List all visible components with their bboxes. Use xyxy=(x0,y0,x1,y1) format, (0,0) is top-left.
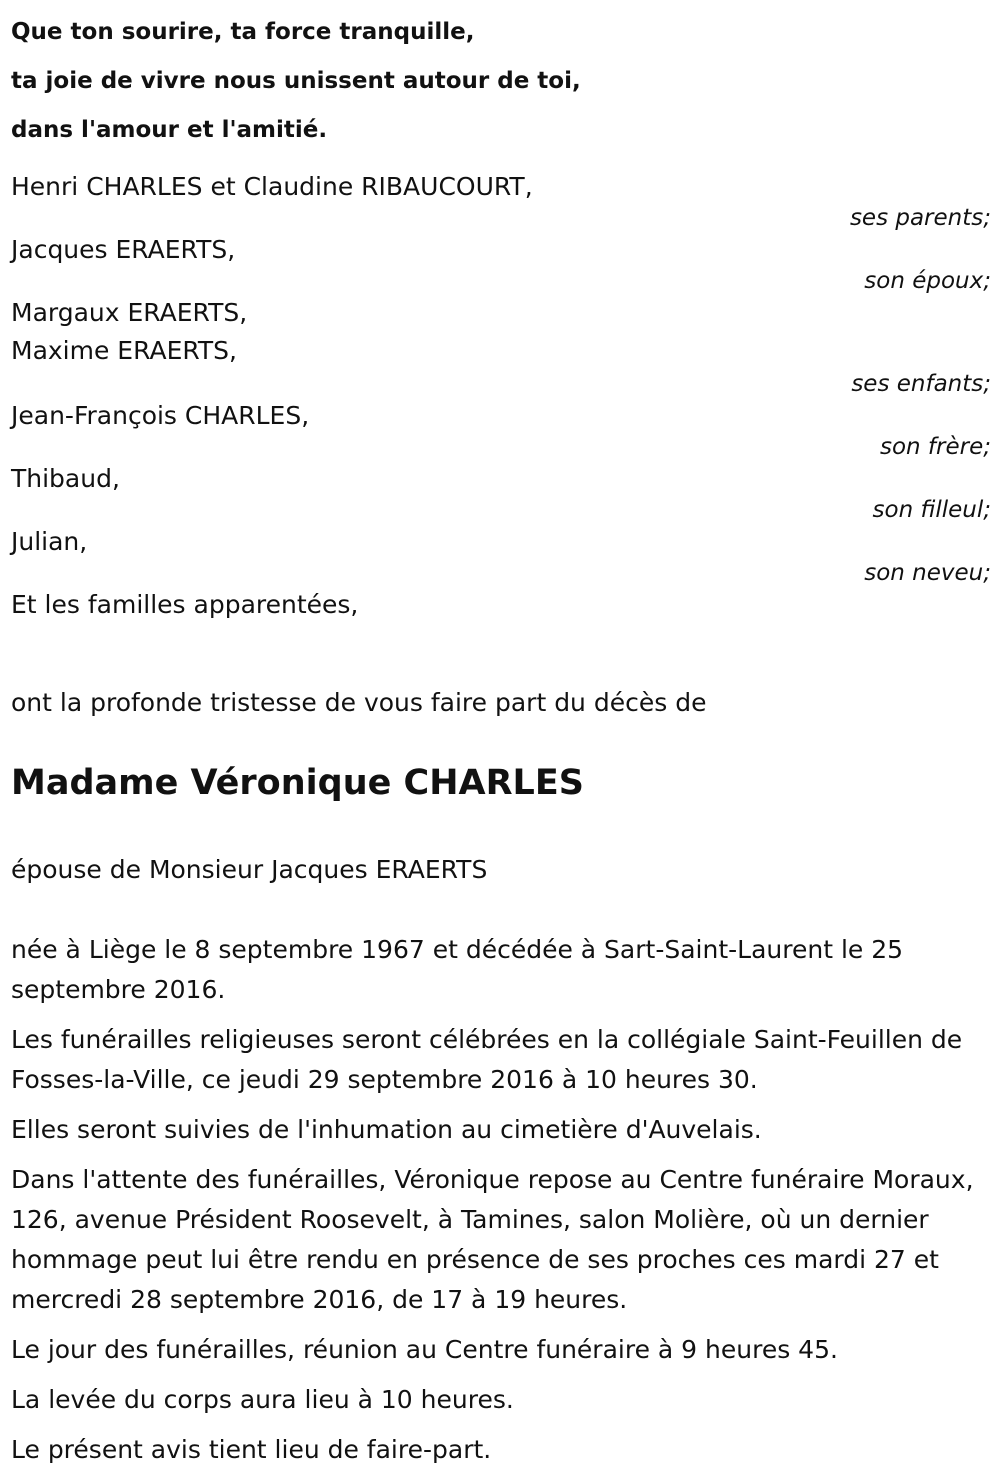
poem-line: ta joie de vivre nous unissent autour de toi, xyxy=(11,68,581,94)
family-role: ses enfants; xyxy=(851,371,991,397)
family-role: ses parents; xyxy=(849,205,991,231)
obituary-notice xyxy=(11,0,991,1464)
deceased-name: Madame Véronique CHARLES xyxy=(11,763,584,803)
family-entry-nephew xyxy=(11,528,991,591)
other-families: Et les familles apparentées, xyxy=(11,590,359,619)
details-section xyxy=(11,930,1000,1480)
family-entry-godson xyxy=(11,465,991,528)
poem-line: Que ton sourire, ta force tranquille, xyxy=(11,19,475,45)
family-entry-spouse xyxy=(11,236,991,299)
spouse-line: épouse de Monsieur Jacques ERAERTS xyxy=(11,855,488,884)
detail-paragraph: Dans l'attente des funérailles, Véronique repose au Centre funéraire Moraux, 126, avenue Président Roosevelt, à Tamines, salon Molière, où un dernier hommage peut lui être rendu en présence de ses proches ces mardi 27 et mercredi 28 septembre 2016, de 17 à 19 heures. xyxy=(11,1165,974,1314)
family-entry-parents xyxy=(11,173,991,236)
family-name: Maxime ERAERTS, xyxy=(11,336,238,365)
family-role: son filleul; xyxy=(872,497,991,523)
announcement-intro: ont la profonde tristesse de vous faire part du décès de xyxy=(11,688,707,717)
detail-paragraph: Le jour des funérailles, réunion au Centre funéraire à 9 heures 45. xyxy=(11,1335,838,1364)
detail-paragraph: Le présent avis tient lieu de faire-part. xyxy=(11,1435,492,1464)
poem-line: dans l'amour et l'amitié. xyxy=(11,117,328,143)
family-role: son époux; xyxy=(864,268,991,294)
family-name: Julian, xyxy=(11,527,88,556)
family-role: son neveu; xyxy=(864,560,991,586)
family-name: Jean-François CHARLES, xyxy=(11,401,310,430)
family-entry-children xyxy=(11,299,991,402)
family-name: Henri CHARLES et Claudine RIBAUCOURT, xyxy=(11,172,533,201)
family-role: son frère; xyxy=(879,434,991,460)
detail-paragraph: née à Liège le 8 septembre 1967 et décédée à Sart-Saint-Laurent le 25 septembre 2016. xyxy=(11,935,904,1004)
detail-paragraph: La levée du corps aura lieu à 10 heures. xyxy=(11,1385,514,1414)
family-name: Jacques ERAERTS, xyxy=(11,235,236,264)
family-entry-brother xyxy=(11,402,991,465)
family-name: Margaux ERAERTS, xyxy=(11,298,248,327)
family-name: Thibaud, xyxy=(11,464,120,493)
detail-paragraph: Les funérailles religieuses seront célébrées en la collégiale Saint-Feuillen de Fosses-la-Ville, ce jeudi 29 septembre 2016 à 10 heures 30. xyxy=(11,1025,963,1094)
family-list xyxy=(11,173,991,629)
poem xyxy=(11,0,991,155)
detail-paragraph: Elles seront suivies de l'inhumation au cimetière d'Auvelais. xyxy=(11,1115,762,1144)
